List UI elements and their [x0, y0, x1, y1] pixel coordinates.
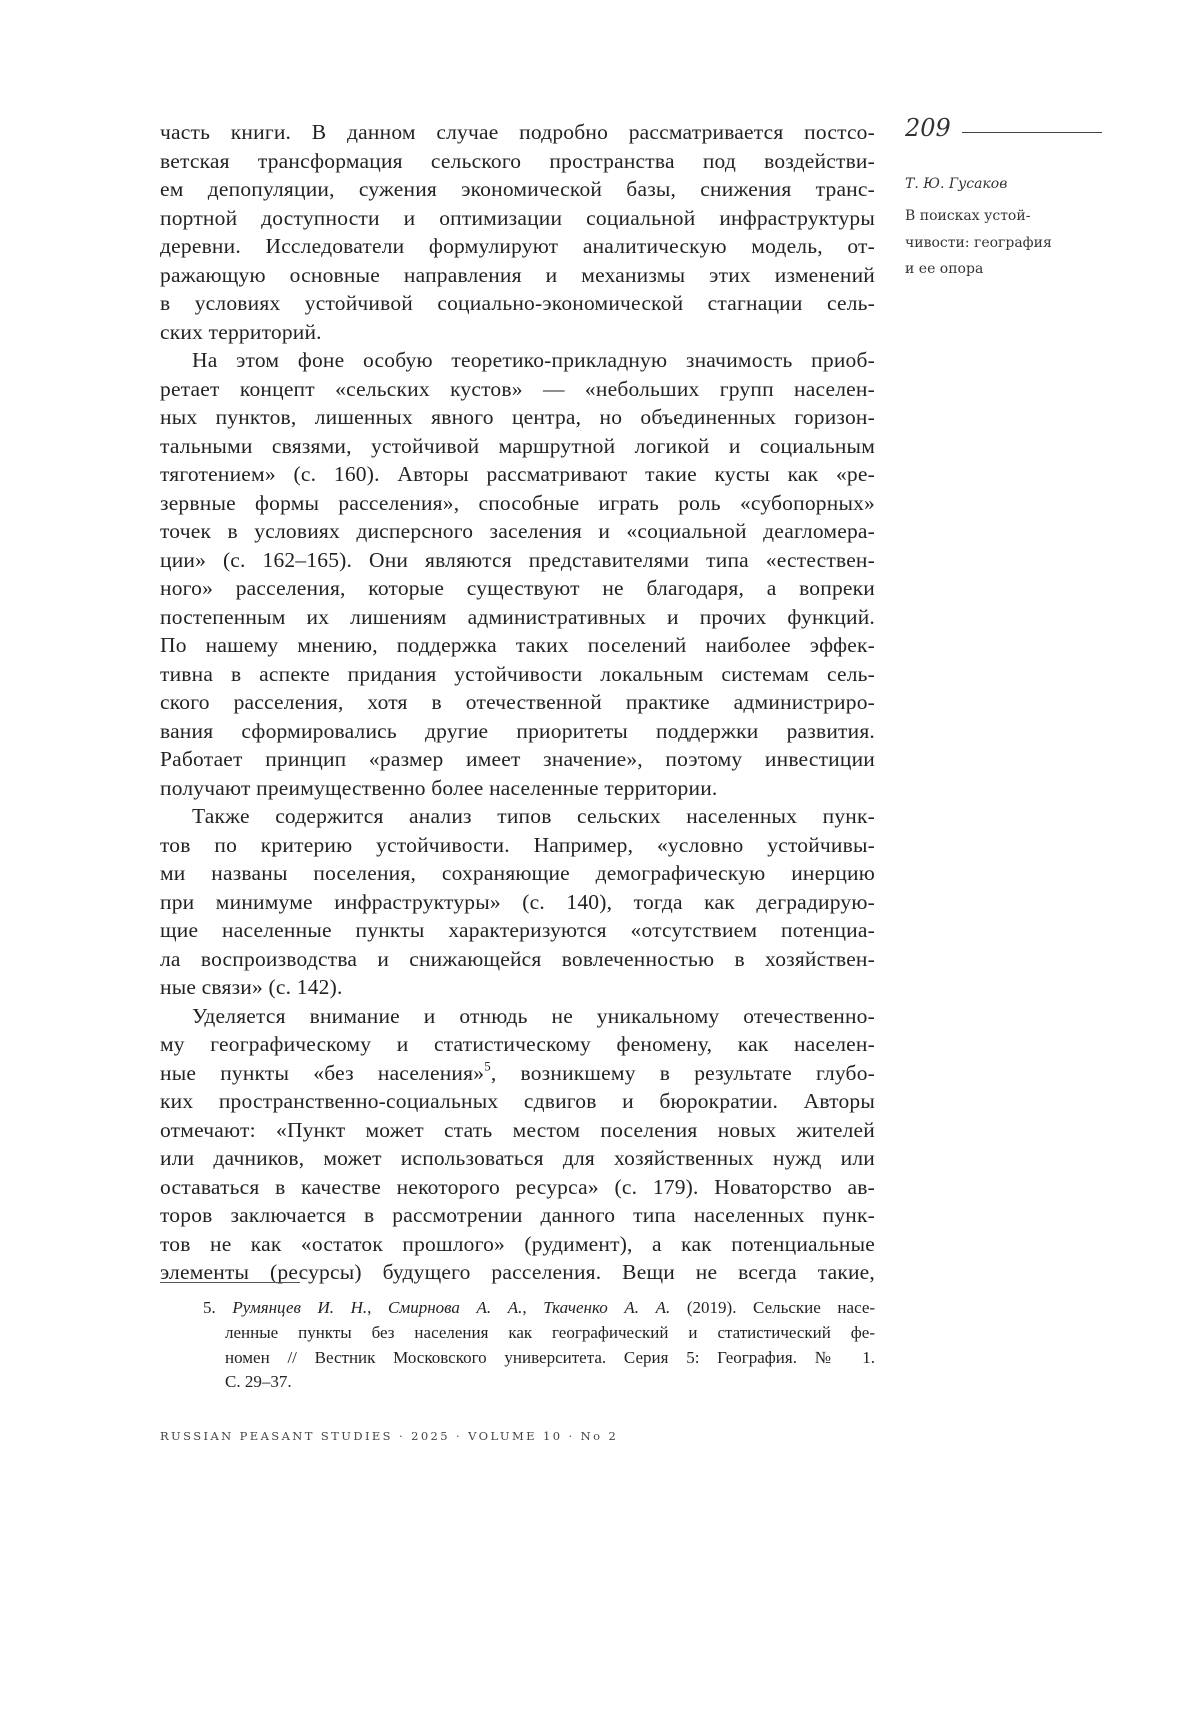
text-line — [160, 1059, 875, 1088]
text-line: щие населенные пункты характеризуются «отсутствием потенциа- — [160, 916, 875, 945]
text-segment: 5. — [203, 1298, 232, 1317]
running-title-line: чивости: география — [905, 230, 1052, 257]
text-line: ражающую основные направления и механизмы этих изменений — [160, 261, 875, 290]
text-segment: номен // Вестник Московского университета. Серия 5: География. № 1. — [225, 1348, 875, 1367]
text-line: элементы (ресурсы) будущего расселения. Вещи не всегда такие, — [160, 1258, 875, 1287]
text-line: ного» расселения, которые существуют не благодаря, а вопреки — [160, 574, 875, 603]
page-number: 209 — [905, 114, 951, 142]
footnote-line — [203, 1346, 875, 1371]
text-line: вания сформировались другие приоритеты поддержки развития. — [160, 717, 875, 746]
text-line: ла воспроизводства и снижающейся вовлеченностью в хозяйствен- — [160, 945, 875, 974]
footnote-line — [203, 1370, 875, 1395]
text-line: портной доступности и оптимизации социальной инфраструктуры — [160, 204, 875, 233]
text-segment: Смирнова А. А. — [388, 1298, 522, 1317]
text-line: Работает принцип «размер имеет значение», поэтому инвестиции — [160, 745, 875, 774]
text-line: ции» (с. 162–165). Они являются представителями типа «естествен- — [160, 546, 875, 575]
text-line: Уделяется внимание и отнюдь не уникальному отечественно- — [160, 1002, 875, 1031]
text-segment: (2019). Сельские насе- — [670, 1298, 875, 1317]
text-line: тяготением» (с. 160). Авторы рассматривают такие кусты как «ре- — [160, 460, 875, 489]
footnote-line — [203, 1296, 875, 1321]
text-line: деревни. Исследователи формулируют аналитическую модель, от- — [160, 232, 875, 261]
text-line: ем депопуляции, сужения экономической базы, снижения транс- — [160, 175, 875, 204]
text-segment: ленные пункты без населения как географический и статистический фе- — [225, 1323, 875, 1342]
paragraph — [160, 802, 875, 1002]
text-segment: С. 29–37. — [225, 1372, 292, 1391]
text-line: му географическому и статистическому феномену, как населен- — [160, 1030, 875, 1059]
journal-footer: RUSSIAN PEASANT STUDIES · 2025 · VOLUME 10 · No 2 — [160, 1429, 618, 1443]
text-line: торов заключается в рассмотрении данного типа населенных пунк- — [160, 1201, 875, 1230]
running-title — [905, 203, 1052, 283]
text-line: ретает концепт «сельских кустов» — «небольших групп населен- — [160, 375, 875, 404]
text-line: тальными связями, устойчивой маршрутной логикой и социальным — [160, 432, 875, 461]
text-line: ского расселения, хотя в отечественной практике администриро- — [160, 688, 875, 717]
header-rule — [962, 132, 1102, 133]
text-segment: Румянцев И. Н. — [232, 1298, 367, 1317]
text-line: тивна в аспекте придания устойчивости локальным системам сель- — [160, 660, 875, 689]
text-line: оставаться в качестве некоторого ресурса» (с. 179). Новаторство ав- — [160, 1173, 875, 1202]
paragraph — [160, 118, 875, 346]
text-line: тов по критерию устойчивости. Например, «условно устойчивы- — [160, 831, 875, 860]
footnote — [203, 1296, 875, 1395]
running-author: Т. Ю. Гусаков — [905, 176, 1007, 192]
paragraph — [160, 346, 875, 802]
text-line: точек в условиях дисперсного заселения и «социальной деагломера- — [160, 517, 875, 546]
running-title-line: и ее опора — [905, 256, 1052, 283]
text-line: ми названы поселения, сохраняющие демографическую инерцию — [160, 859, 875, 888]
paragraph — [160, 1002, 875, 1287]
text-segment: , — [522, 1298, 543, 1317]
text-line: Также содержится анализ типов сельских населенных пунк- — [160, 802, 875, 831]
text-line: получают преимущественно более населенные территории. — [160, 774, 875, 803]
text-line: ных пунктов, лишенных явного центра, но объединенных горизон- — [160, 403, 875, 432]
footnote-rule — [160, 1282, 300, 1283]
text-line: ветская трансформация сельского пространства под воздействи- — [160, 147, 875, 176]
text-line: По нашему мнению, поддержка таких поселений наиболее эффек- — [160, 631, 875, 660]
running-title-line: В поисках устой- — [905, 203, 1052, 230]
text-line: ные связи» (с. 142). — [160, 973, 875, 1002]
footnote-ref[interactable]: 5 — [484, 1059, 491, 1073]
text-line: тов не как «остаток прошлого» (рудимент), а как потенциальные — [160, 1230, 875, 1259]
text-segment: Ткаченко А. А. — [543, 1298, 670, 1317]
footnote-line — [203, 1321, 875, 1346]
text-line: часть книги. В данном случае подробно рассматривается постсо- — [160, 118, 875, 147]
text-line: в условиях устойчивой социально-экономической стагнации сель- — [160, 289, 875, 318]
text-line: На этом фоне особую теоретико-прикладную значимость приоб- — [160, 346, 875, 375]
text-line: или дачников, может использоваться для хозяйственных нужд или — [160, 1144, 875, 1173]
text-segment: , возникшему в результате глубо- — [491, 1061, 875, 1085]
text-line: ских территорий. — [160, 318, 875, 347]
text-line: при минимуме инфраструктуры» (с. 140), тогда как деградирую- — [160, 888, 875, 917]
text-segment: ные пункты «без населения» — [160, 1061, 484, 1085]
text-segment: , — [367, 1298, 388, 1317]
text-line: зервные формы расселения», способные играть роль «субопорных» — [160, 489, 875, 518]
text-line: отмечают: «Пункт может стать местом поселения новых жителей — [160, 1116, 875, 1145]
text-line: ких пространственно-социальных сдвигов и бюрократии. Авторы — [160, 1087, 875, 1116]
body-text — [160, 118, 875, 1287]
text-line: постепенным их лишениям административных и прочих функций. — [160, 603, 875, 632]
